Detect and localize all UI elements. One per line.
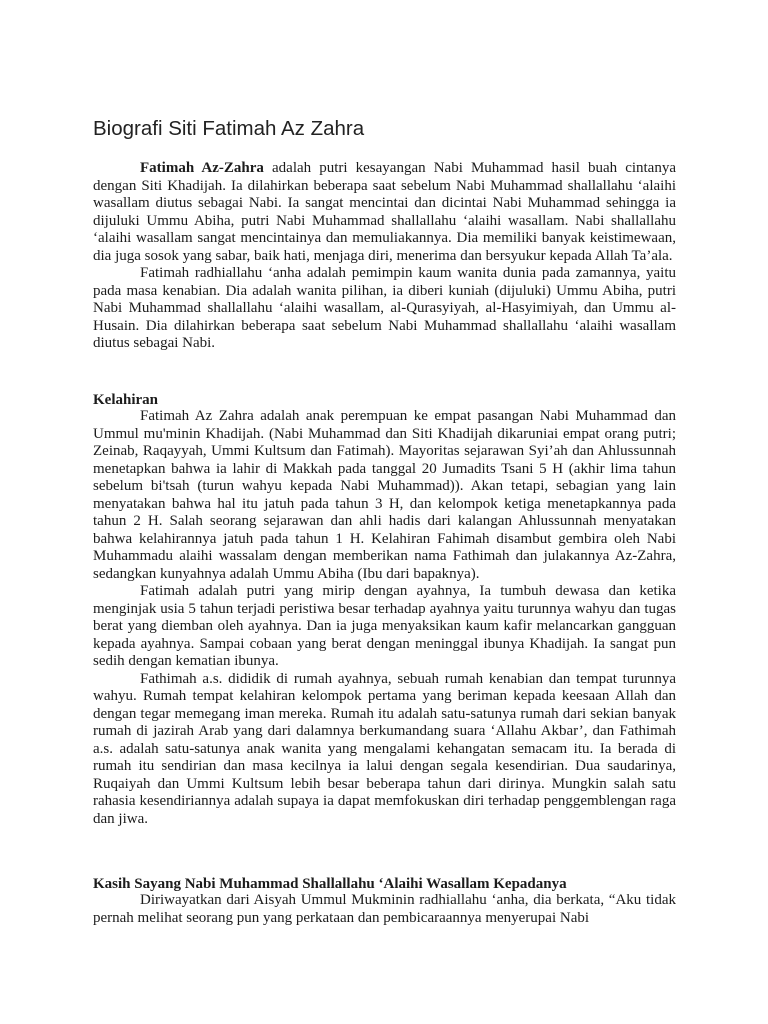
bold-name: Fatimah Az-Zahra: [140, 160, 264, 176]
paragraph: Fatimah radhiallahu ‘anha adalah pemimpin kaum wanita dunia pada zamannya, yaitu pada masa kenabian. Dia adalah wanita pilihan, ia diberi kuniah (dijuluki) Ummu Abiha, putri Nabi Muhammad shallallahu ‘alaihi wasallam, al-Qurasyiyah, al-Hasyimiyah, dan Ummu al-Husain. Dia dilahirkan beberapa saat sebelum Nabi Muhammad shallallahu ‘alaihi wasallam diutus sebagai Nabi.: [93, 265, 676, 351]
paragraph: [93, 160, 676, 265]
paragraph: Diriwayatkan dari Aisyah Ummul Mukminin radhiallahu ‘anha, dia berkata, “Aku tidak pernah melihat seorang pun yang perkataan dan pembicaraannya menyerupai Nabi: [93, 892, 676, 926]
kelahiran-section: [93, 408, 676, 828]
section-heading-kelahiran: Kelahiran: [93, 392, 159, 408]
paragraph: Fatimah Az Zahra adalah anak perempuan ke empat pasangan Nabi Muhammad dan Ummul mu'minin Khadijah. (Nabi Muhammad dan Siti Khadijah dikaruniai empat orang putri; Zeinab, Raqayyah, Ummi Kultsum dan Fatimah). Mayoritas sejarawan Syi’ah dan Ahlussunnah menetapkan bahwa ia lahir di Makkah pada tanggal 20 Jumadits Tsani 5 H (akhir lima tahun sebelum bi'tsah (turun wahyu kepada Nabi Muhammad)). Akan tetapi, sebagian yang lain menyatakan bahwa hal itu jatuh pada tahun 3 H, dan kelompok ketiga menetapkannya pada tahun 2 H. Salah seorang sejarawan dan ahli hadis dari kalangan Ahlussunnah menyatakan bahwa kelahirannya jatuh pada tahun 1 H. Kelahiran Fahimah disambut gembira oleh Nabi Muhammadu alaihi wassalam dengan memberikan nama Fathimah dan julakannya Az-Zahra, sedangkan kunyahnya adalah Ummu Abiha (Ibu dari bapaknya).: [93, 408, 676, 582]
paragraph-text: adalah putri kesayangan Nabi Muhammad hasil buah cintanya dengan Siti Khadijah. Ia dilahirkan beberapa saat sebelum Nabi Muhammad shallallahu ‘alaihi wasallam diutus sebagai Nabi. Ia sangat mencintai dan dicintai Nabi Muhammad sehingga ia dijuluki Ummu Abiha, putri Nabi Muhammad shallallahu ‘alaihi wasallam. Nabi shallallahu ‘alaihi wasallam sangat mencintainya dan memuliakannya. Dia memiliki banyak keistimewaan, dia juga sosok yang sabar, baik hati, menjaga diri, menerima dan bersyukur kepada Allah Ta’ala.: [93, 160, 676, 264]
paragraph: Fatimah adalah putri yang mirip dengan ayahnya, Ia tumbuh dewasa dan ketika menginjak usia 5 tahun terjadi peristiwa besar terhadap ayahnya yaitu turunnya wahyu dan tugas berat yang diemban oleh ayahnya. Dan ia juga menyaksikan kaum kafir melancarkan gangguan kepada ayahnya. Sampai cobaan yang berat dengan meninggal ibunya Khadijah. Ia sangat pun sedih dengan kematian ibunya.: [93, 583, 676, 669]
paragraph: Fathimah a.s. dididik di rumah ayahnya, sebuah rumah kenabian dan tempat turunnya wahyu. Rumah tempat kelahiran kelompok pertama yang beriman kepada keesaan Allah dan dengan tegar memegang iman mereka. Rumah itu adalah satu-satunya rumah dari sekian banyak rumah di jazirah Arab yang dari dalamnya berkumandang suara ‘Allahu Akbar’, dan Fathimah a.s. adalah satu-satunya anak wanita yang mengalami kehangatan semacam itu. Ia berada di rumah itu sendirian dan masa kecilnya ia lalui dengan segala kesendirian. Dua saudarinya, Ruqaiyah dan Ummi Kultsum lebih besar beberapa tahun dari dirinya. Mungkin salah satu rahasia kesendiriannya adalah supaya ia dapat memfokuskan diri terhadap penggemblengan raga dan jiwa.: [93, 670, 676, 827]
document-title: Biografi Siti Fatimah Az Zahra: [93, 117, 365, 140]
kasih-sayang-section: [93, 892, 676, 927]
intro-section: [93, 160, 676, 353]
section-heading-kasih-sayang: Kasih Sayang Nabi Muhammad Shallallahu ‘Alaihi Wasallam Kepadanya: [93, 876, 567, 892]
